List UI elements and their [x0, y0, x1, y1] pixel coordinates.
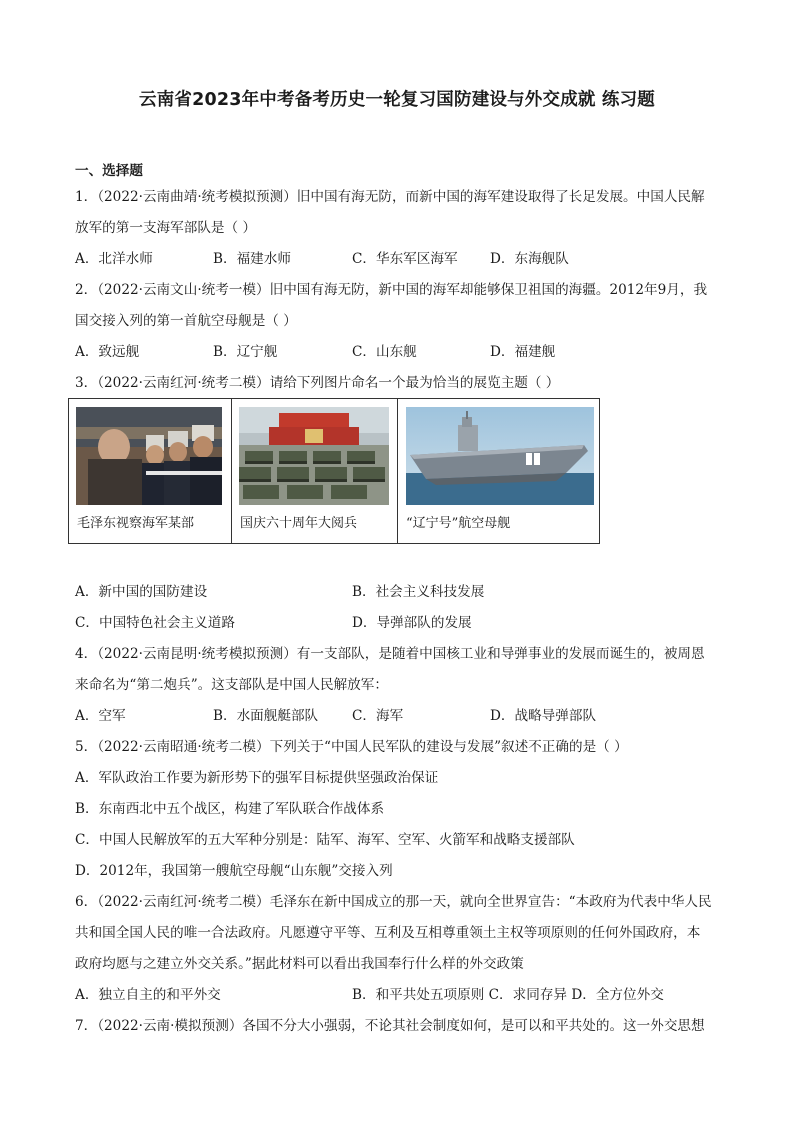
q4-stem-line1: 4．（2022·云南昆明·统考模拟预测）有一支部队，是随着中国核工业和导弹事业的发展而诞生的，被周恩: [75, 646, 705, 662]
q3-photo-parade: [239, 407, 389, 505]
q4-option-b: B．水面舰艇部队: [213, 708, 319, 724]
q3-caption-1: 毛泽东视察海军某部: [77, 516, 195, 531]
q5-option-b: B．东南西北中五个战区，构建了军队联合作战体系: [75, 801, 385, 817]
q1-stem-line1: 1．（2022·云南曲靖·统考模拟预测）旧中国有海无防，而新中国的海军建设取得了长足发展。中国人民解: [75, 189, 705, 205]
q4-option-c: C．海军: [352, 708, 404, 724]
q3-stem-line1: 3．（2022·云南红河·统考二模）请给下列图片命名一个最为恰当的展览主题（ ）: [75, 375, 560, 391]
q3-photo-mao-navy: [76, 407, 222, 505]
q2-option-d: D．福建舰: [490, 344, 556, 360]
section-heading: 一、选择题: [75, 163, 143, 179]
q1-option-c: C．华东军区海军: [352, 251, 458, 267]
q4-option-a: A．空军: [75, 708, 126, 724]
q6-options-bcd: B．和平共处五项原则 C．求同存异 D．全方位外交: [352, 987, 664, 1003]
q1-stem-line2: 放军的第一支海军部队是（ ）: [75, 220, 257, 236]
q3-figure-cell-2: [231, 399, 397, 543]
q5-option-d: D．2012年，我国第一艘航空母舰“山东舰”交接入列: [75, 863, 393, 879]
q5-option-c: C．中国人民解放军的五大军种分别是：陆军、海军、空军、火箭军和战略支援部队: [75, 832, 575, 848]
q3-figure-cell-3: [397, 399, 599, 543]
q2-stem-line1: 2．（2022·云南文山·统考一模）旧中国有海无防，新中国的海军却能够保卫祖国的海疆。2012年9月，我: [75, 282, 708, 298]
q3-caption-2: 国庆六十周年大阅兵: [240, 516, 358, 531]
q4-option-d: D．战略导弹部队: [490, 708, 597, 724]
q2-stem-line2: 国交接入列的第一首航空母舰是（ ）: [75, 313, 297, 329]
q6-stem-line1: 6．（2022·云南红河·统考二模）毛泽东在新中国成立的那一天，就向全世界宣告：“本政府为代表中华人民: [75, 894, 712, 910]
q6-stem-line2: 共和国全国人民的唯一合法政府。凡愿遵守平等、互利及互相尊重领土主权等项原则的任何外国政府，本: [75, 925, 701, 941]
q2-option-b: B．辽宁舰: [213, 344, 278, 360]
q3-caption-3: “辽宁号”航空母舰: [406, 516, 511, 531]
q6-option-a: A．独立自主的和平外交: [75, 987, 221, 1003]
q1-option-d: D．东海舰队: [490, 251, 569, 267]
q3-figure-table: [68, 398, 600, 544]
q3-option-d: D．导弹部队的发展: [352, 615, 472, 631]
q5-option-a: A．军队政治工作要为新形势下的强军目标提供坚强政治保证: [75, 770, 439, 786]
q2-option-c: C．山东舰: [352, 344, 417, 360]
q3-photo-carrier: [406, 407, 594, 505]
q3-figure-cell-1: [69, 399, 231, 543]
q1-option-a: A．北洋水师: [75, 251, 153, 267]
q5-stem-line1: 5．（2022·云南昭通·统考二模）下列关于“中国人民军队的建设与发展”叙述不正确的是（ ）: [75, 739, 628, 755]
q4-stem-line2: 来命名为“第二炮兵”。这支部队是中国人民解放军：: [75, 677, 388, 693]
q3-option-a: A．新中国的国防建设: [75, 584, 208, 600]
q6-stem-line3: 政府均愿与之建立外交关系。”据此材料可以看出我国奉行什么样的外交政策: [75, 956, 524, 972]
q2-option-a: A．致远舰: [75, 344, 140, 360]
q1-option-b: B．福建水师: [213, 251, 291, 267]
document-title: 云南省2023年中考备考历史一轮复习国防建设与外交成就 练习题: [139, 90, 655, 110]
q3-option-b: B．社会主义科技发展: [352, 584, 485, 600]
q7-stem-line1: 7．（2022·云南·模拟预测）各国不分大小强弱，不论其社会制度如何，是可以和平共处的。这一外交思想: [75, 1018, 705, 1034]
q3-option-c: C．中国特色社会主义道路: [75, 615, 235, 631]
